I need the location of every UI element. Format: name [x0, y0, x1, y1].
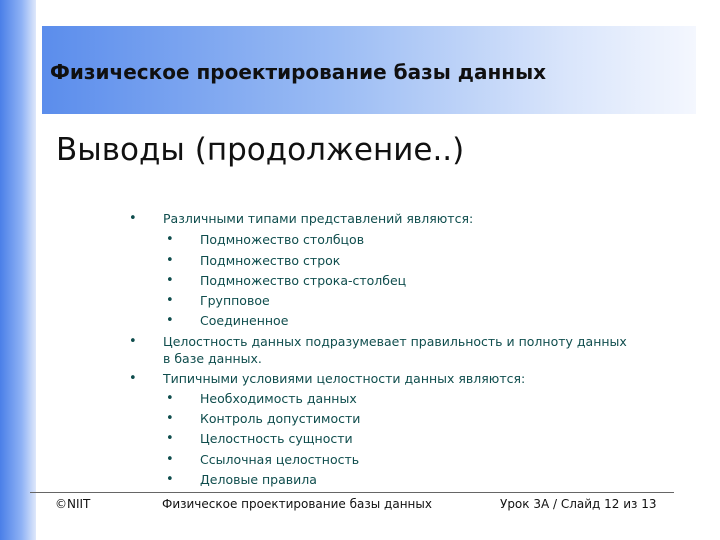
list-item-text: Целостность сущности: [200, 431, 353, 446]
list-item: [129, 370, 633, 387]
list-item-text: Типичными условиями целостности данных являются:: [163, 371, 526, 386]
list-item-text: Необходимость данных: [200, 391, 357, 406]
list-item-text: Соединенное: [200, 313, 289, 328]
list-item: [166, 390, 630, 407]
list-item-text: Контроль допустимости: [200, 411, 361, 426]
bullet-icon: •: [166, 431, 174, 446]
list-item-text: Подмножество строка-столбец: [200, 273, 407, 288]
footer-course-title: Физическое проектирование базы данных: [162, 497, 432, 511]
bullet-icon: •: [166, 391, 174, 406]
slide-title: Выводы (продолжение..): [56, 132, 465, 168]
footer-divider: [30, 492, 674, 493]
bullet-icon: •: [166, 253, 174, 268]
list-item: [166, 231, 630, 248]
bullet-icon: •: [129, 211, 137, 226]
list-item: [166, 252, 630, 269]
bullet-icon: •: [166, 313, 174, 328]
list-item: [166, 430, 630, 447]
bullet-icon: •: [166, 293, 174, 308]
footer-slide-info: Урок 3А / Слайд 12 из 13: [500, 497, 657, 511]
bullet-icon: •: [166, 472, 174, 487]
list-item-text: Подмножество столбцов: [200, 232, 365, 247]
list-item: [166, 471, 630, 488]
list-item-text: Ссылочная целостность: [200, 452, 360, 467]
list-item: [129, 210, 633, 227]
list-item-text: Деловые правила: [200, 472, 317, 487]
list-item: [166, 312, 630, 329]
list-item-text: Различными типами представлений являются:: [163, 211, 474, 226]
list-item: [166, 451, 630, 468]
bullet-icon: •: [166, 411, 174, 426]
list-item-text: Групповое: [200, 293, 270, 308]
list-item-text: Целостность данных подразумевает правильность и полноту данных в базе данных.: [163, 334, 627, 366]
bullet-icon: •: [129, 371, 137, 386]
list-item: [166, 272, 630, 289]
bullet-icon: •: [129, 334, 137, 349]
list-item-text: Подмножество строк: [200, 253, 341, 268]
bullet-icon: •: [166, 232, 174, 247]
footer-copyright: ©NIIT: [55, 497, 91, 511]
list-item: [166, 410, 630, 427]
list-item: [129, 333, 633, 367]
header-title: Физическое проектирование базы данных: [50, 60, 547, 84]
list-item: [166, 292, 630, 309]
bullet-icon: •: [166, 452, 174, 467]
bullet-icon: •: [166, 273, 174, 288]
